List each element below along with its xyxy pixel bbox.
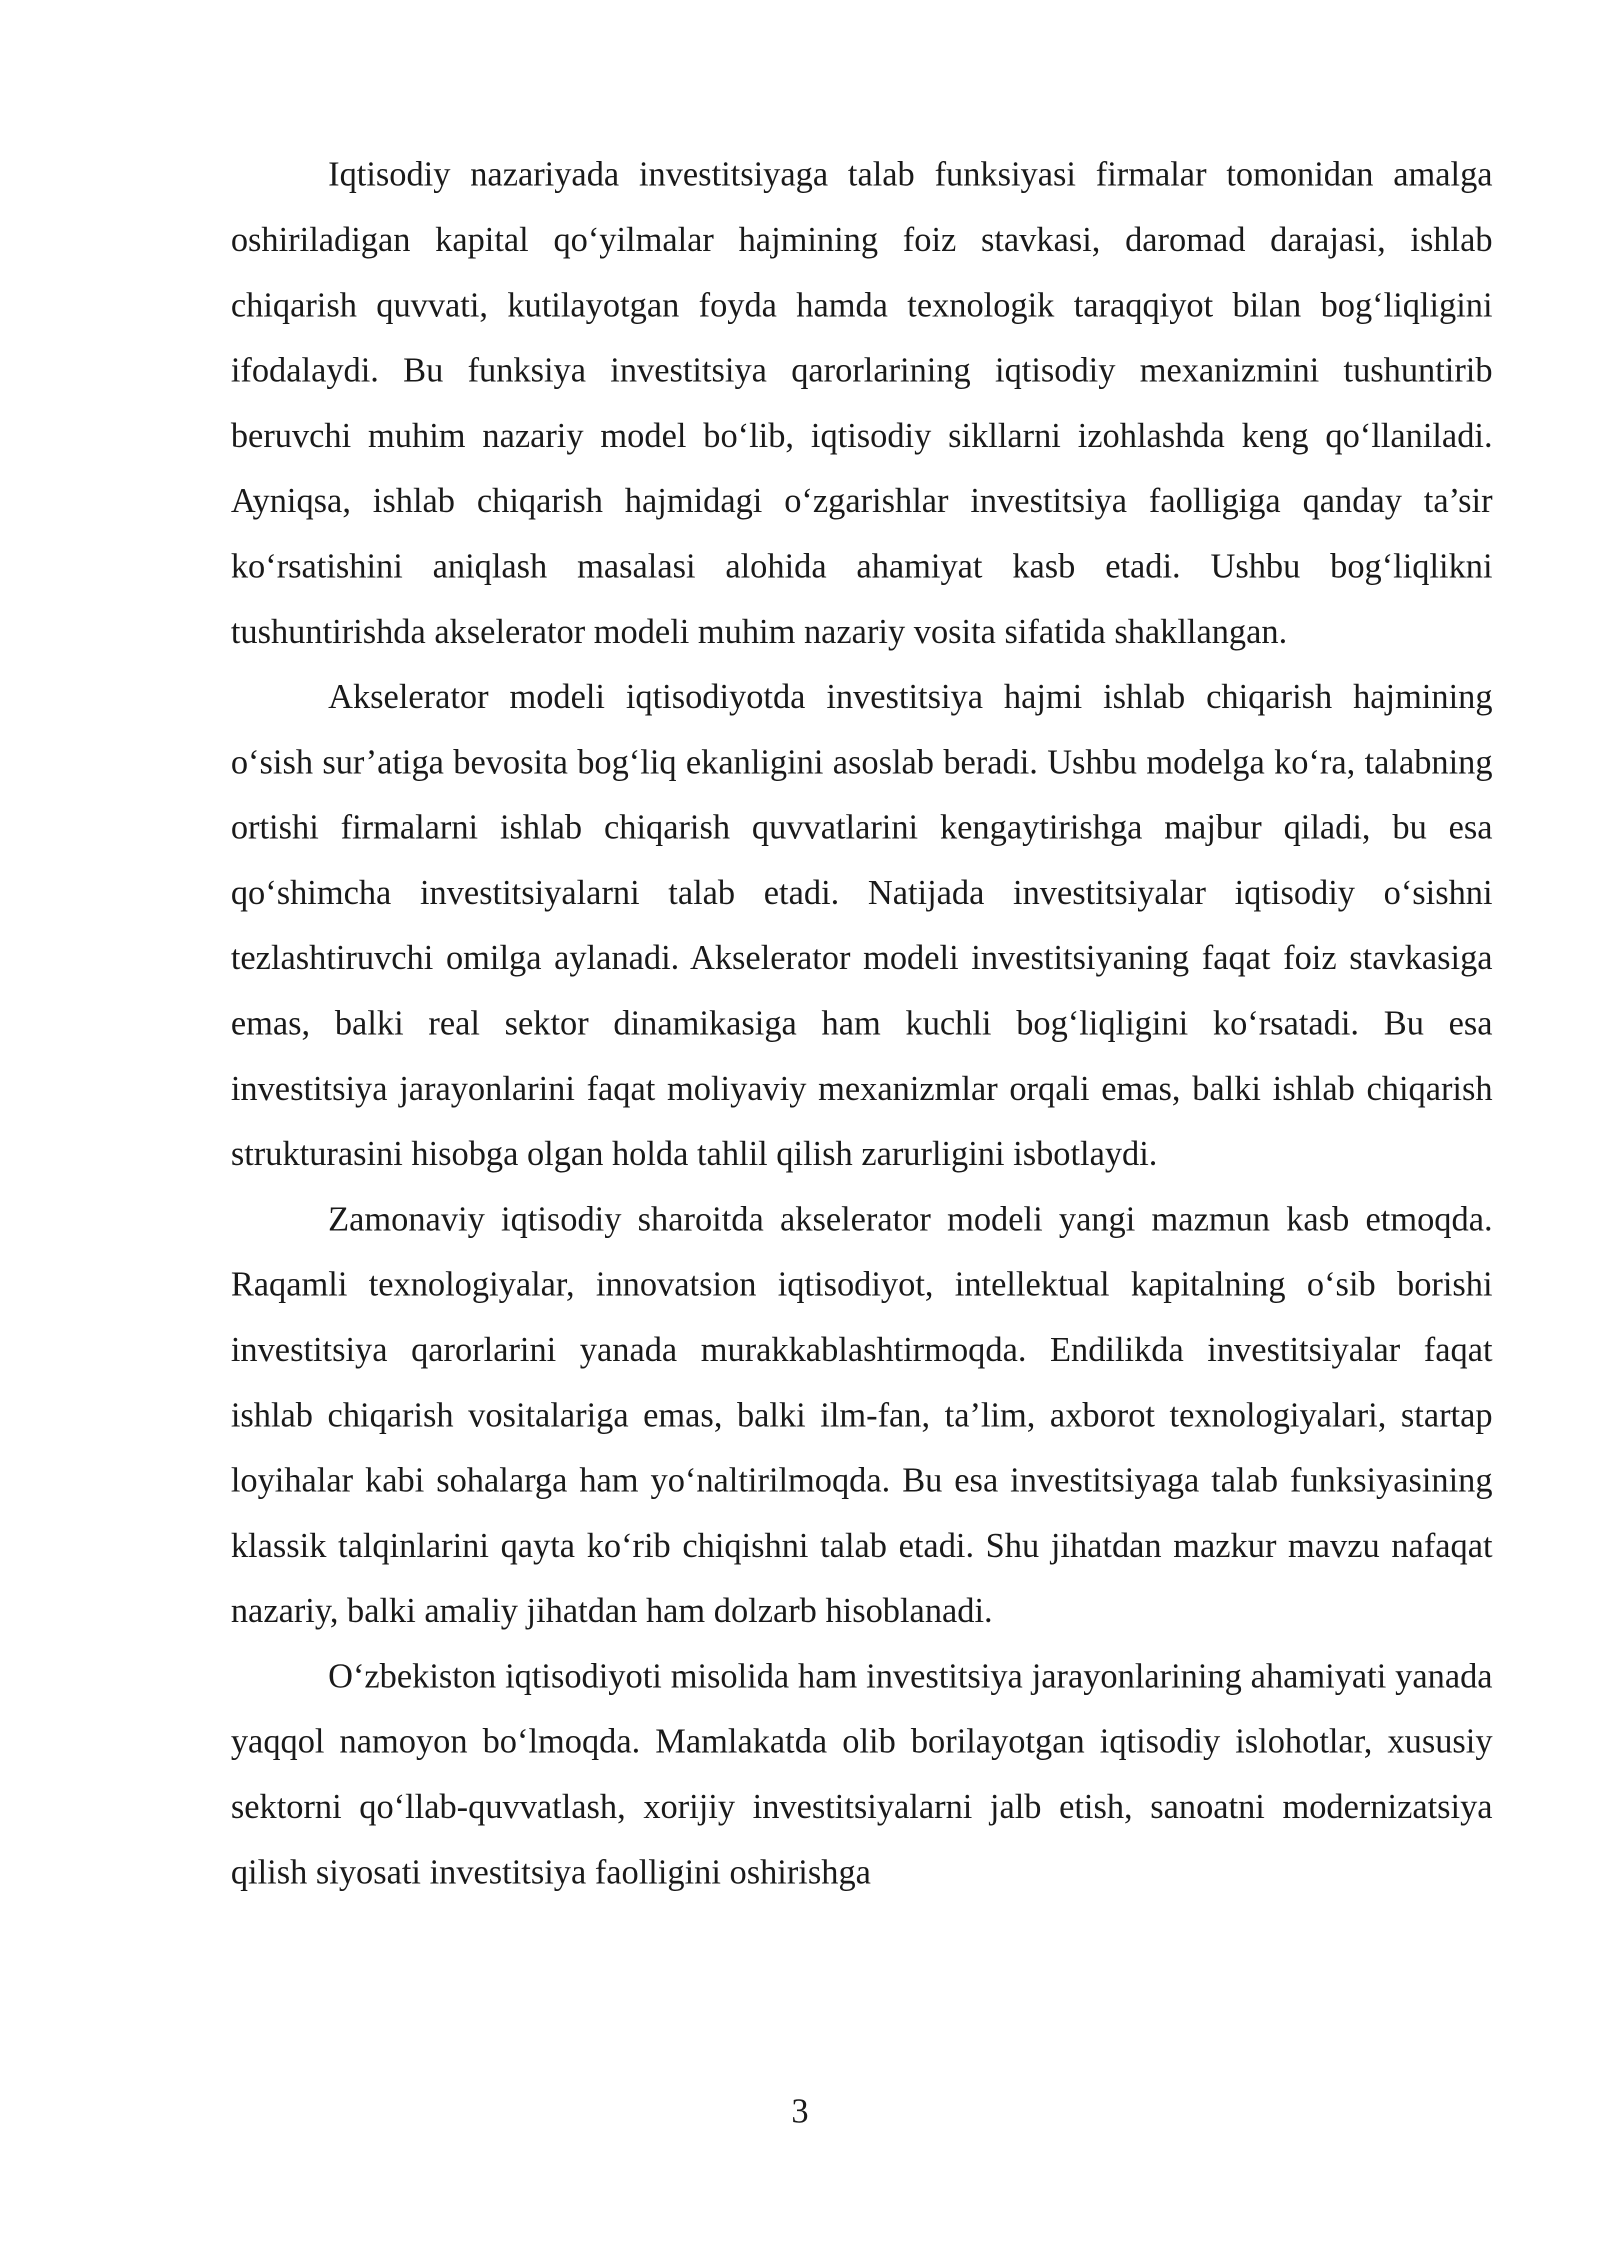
paragraph: Zamonaviy iqtisodiy sharoitda akselerator modeli yangi mazmun kasb etmoqda. Raqamli texnologiyalar, innovatsion iqtisodiyot, intellektual kapitalning o‘sib borishi investitsiya qarorlarini yanada murakkablashtirmoqda. Endilikda investitsiyalar faqat ishlab chiqarish vositalariga emas, balki ilm-fan, ta’lim, axborot texnologiyalari, startap loyihalar kabi sohalarga ham yo‘naltirilmoqda. Bu esa investitsiyaga talab funksiyasining klassik talqinlarini qayta ko‘rib chiqishni talab etadi. Shu jihatdan mazkur mavzu nafaqat nazariy, balki amaliy jihatdan ham dolzarb hisoblanadi. — [230, 1201, 1493, 1631]
paragraph: Iqtisodiy nazariyada investitsiyaga talab funksiyasi firmalar tomonidan amalga oshiriladigan kapital qo‘yilmalar hajmining foiz stavkasi, daromad darajasi, ishlab chiqarish quvvati, kutilayotgan foyda hamda texnologik taraqqiyot bilan bog‘liqligini ifodalaydi. Bu funksiya investitsiya qarorlarining iqtisodiy mexanizmini tushuntirib beruvchi muhim nazariy model bo‘lib, iqtisodiy sikllarni izohlashda keng qo‘llaniladi. Ayniqsa, ishlab chiqarish hajmidagi o‘zgarishlar investitsiya faolligiga qanday ta’sir ko‘rsatishini aniqlash masalasi alohida ahamiyat kasb etadi. Ushbu bog‘liqlikni tushuntirishda akselerator modeli muhim nazariy vosita sifatida shakllangan. — [230, 156, 1493, 652]
body-text — [231, 144, 1493, 1907]
paragraph: O‘zbekiston iqtisodiyoti misolida ham investitsiya jarayonlarining ahamiyati yanada yaqqol namoyon bo‘lmoqda. Mamlakatda olib borilayotgan iqtisodiy islohotlar, xususiy sektorni qo‘llab-quvvatlash, xorijiy investitsiyalarni jalb etish, sanoatni modernizatsiya qilish siyosati investitsiya faolligini oshirishga — [230, 1658, 1493, 1893]
paragraph: Akselerator modeli iqtisodiyotda investitsiya hajmi ishlab chiqarish hajmining o‘sish sur’atiga bevosita bog‘liq ekanligini asoslab beradi. Ushbu modelga ko‘ra, talabning ortishi firmalarni ishlab chiqarish quvvatlarini kengaytirishga majbur qiladi, bu esa qo‘shimcha investitsiyalarni talab etadi. Natijada investitsiyalar iqtisodiy o‘sishni tezlashtiruvchi omilga aylanadi. Akselerator modeli investitsiyaning faqat foiz stavkasiga emas, balki real sektor dinamikasiga ham kuchli bog‘liqligini ko‘rsatadi. Bu esa investitsiya jarayonlarini faqat moliyaviy mexanizmlar orqali emas, balki ishlab chiqarish strukturasini hisobga olgan holda tahlil qilish zarurligini isbotlaydi. — [230, 679, 1493, 1174]
page-number: 3 — [791, 2093, 809, 2132]
